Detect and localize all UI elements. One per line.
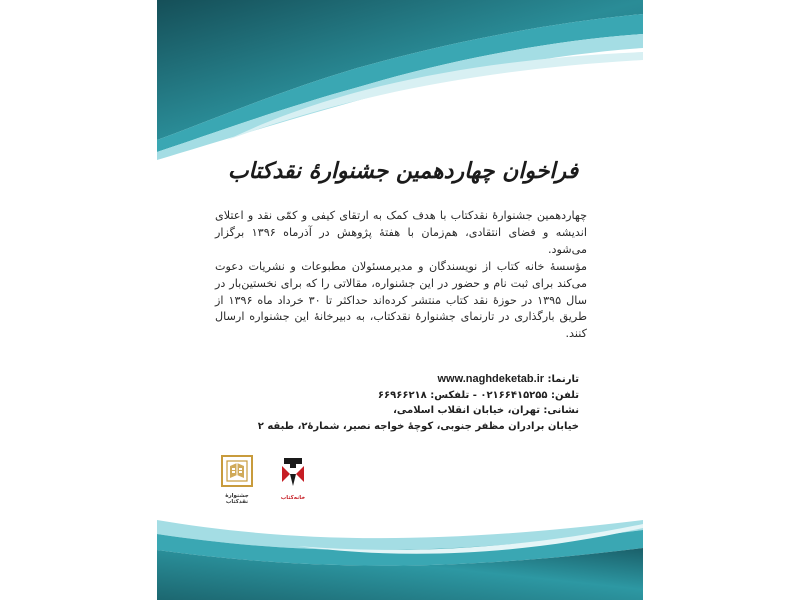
contact-info (219, 372, 579, 434)
poster (157, 0, 643, 600)
poster-title: فراخوان چهاردهمین جشنوارهٔ نقدکتاب (227, 158, 579, 184)
khaneh-ketab-logo (273, 454, 313, 501)
book-festival-emblem-icon (220, 454, 254, 488)
website-row (219, 372, 579, 388)
khaneh-ketab-emblem-icon (276, 454, 310, 490)
address-line-2: خیابان برادران مظفر جنوبی، کوچهٔ خواجه نصیر، شمارهٔ۲، طبقه ۲ (257, 420, 579, 432)
khaneh-ketab-logo-caption: خانه‌کتاب (280, 495, 306, 501)
jashnvareh-logo-caption: جشنوارهٔ نقدکتاب (225, 493, 249, 505)
phone-line: تلفن: ۰۲۱۶۶۴۱۵۲۵۵ - تلفکس: ۶۶۹۶۶۲۱۸ (377, 389, 579, 401)
body-text (215, 208, 587, 343)
jashnvareh-logo (217, 454, 257, 505)
logos (217, 454, 317, 510)
paragraph-2: مؤسسهٔ خانه کتاب از نویسندگان و مدیرمسئولان مطبوعات و نشریات دعوت می‌کند برای ثبت نام و حضور در این جشنواره، مقالاتی را که برای نخستین‌بار در سال ۱۳۹۵ در حوزهٔ نقد کتاب منتشر کرده‌اند حداکثر تا ۳۰ خرداد ماه ۱۳۹۶ از طریق بارگذاری در تارنمای جشنوارهٔ نقدکتاب، به دبیرخانهٔ این جشنواره ارسال کنند. (215, 259, 588, 341)
website-url[interactable]: www.naghdeketab.ir (437, 373, 545, 385)
address-line-1: نشانی: تهران، خیابان انقلاب اسلامی، (393, 405, 579, 417)
website-label: تارنما: (547, 374, 579, 385)
paragraph-1: چهاردهمین جشنوارهٔ نقدکتاب با هدف کمک به ارتقای کیفی و کمّی نقد و اعتلای اندیشه و فضای انتقادی، هم‌زمان با هفتهٔ پژوهش در آذرماه ۱۳۹۶ برگزار می‌شود. (215, 209, 587, 256)
